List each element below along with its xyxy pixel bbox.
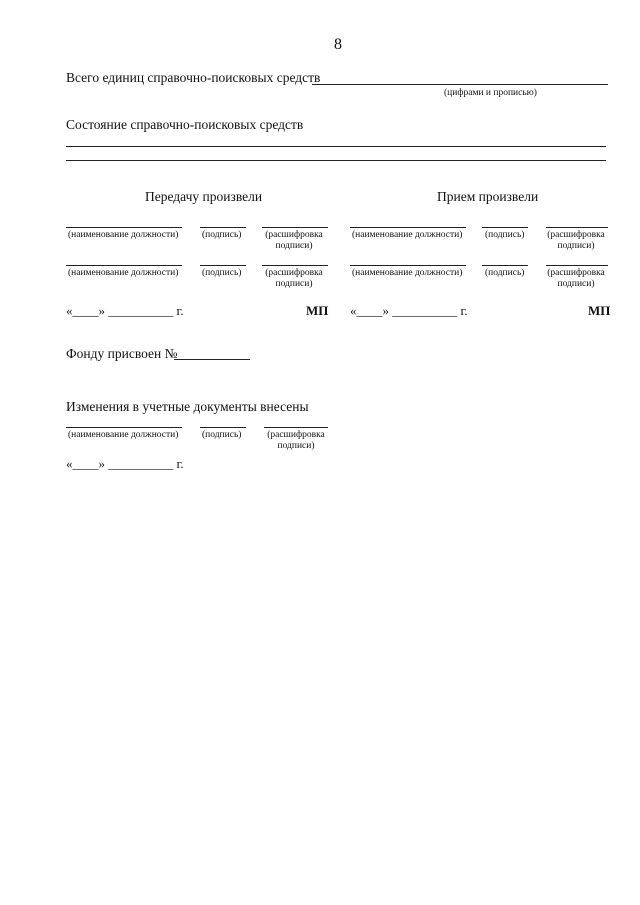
transfer-position-line-1[interactable] <box>66 227 182 228</box>
receipt-signature-line-2[interactable] <box>482 265 528 266</box>
transfer-decoding-line-1[interactable] <box>262 227 328 228</box>
total-units-label: Всего единиц справочно-поисковых средств <box>66 70 321 85</box>
receipt-position-line-2[interactable] <box>350 265 466 266</box>
receipt-date[interactable]: «____» __________ г. <box>350 303 468 318</box>
transfer-heading: Передачу произвели <box>145 189 263 204</box>
receipt-signature-caption-1: (подпись) <box>485 230 525 240</box>
state-line-2[interactable] <box>66 160 606 161</box>
changes-signature-line[interactable] <box>200 427 246 428</box>
transfer-signature-caption-1: (подпись) <box>202 230 242 240</box>
transfer-stamp: МП <box>306 303 329 318</box>
receipt-decoding-line-1[interactable] <box>546 227 608 228</box>
fund-label: Фонду присвоен № <box>66 346 178 361</box>
transfer-decoding-caption-1: (расшифровка подписи) <box>265 230 323 251</box>
receipt-position-caption-2: (наименование должности) <box>352 268 463 278</box>
state-label: Состояние справочно-поисковых средств <box>66 117 304 132</box>
receipt-position-line-1[interactable] <box>350 227 466 228</box>
transfer-position-line-2[interactable] <box>66 265 182 266</box>
receipt-decoding-caption-1: (расшифровка подписи) <box>547 230 605 251</box>
receipt-position-caption-1: (наименование должности) <box>352 230 463 240</box>
transfer-decoding-line-2[interactable] <box>262 265 328 266</box>
transfer-signature-line-2[interactable] <box>200 265 246 266</box>
transfer-position-caption-2: (наименование должности) <box>68 268 179 278</box>
changes-label: Изменения в учетные документы внесены <box>66 399 309 414</box>
changes-position-line[interactable] <box>66 427 182 428</box>
changes-decoding-caption: (расшифровка подписи) <box>267 430 325 451</box>
changes-decoding-line[interactable] <box>264 427 328 428</box>
total-units-caption: (цифрами и прописью) <box>444 88 537 98</box>
total-units-line[interactable] <box>312 84 608 85</box>
fund-number-line[interactable] <box>174 359 250 360</box>
receipt-heading: Прием произвели <box>437 189 539 204</box>
transfer-decoding-caption-2: (расшифровка подписи) <box>265 268 323 289</box>
changes-signature-caption: (подпись) <box>202 430 242 440</box>
receipt-signature-line-1[interactable] <box>482 227 528 228</box>
changes-date[interactable]: «____» __________ г. <box>66 456 184 471</box>
changes-position-caption: (наименование должности) <box>68 430 179 440</box>
page-number: 8 <box>334 36 342 53</box>
state-line-1[interactable] <box>66 146 606 147</box>
transfer-position-caption-1: (наименование должности) <box>68 230 179 240</box>
transfer-signature-line-1[interactable] <box>200 227 246 228</box>
receipt-decoding-line-2[interactable] <box>546 265 608 266</box>
transfer-date[interactable]: «____» __________ г. <box>66 303 184 318</box>
receipt-decoding-caption-2: (расшифровка подписи) <box>547 268 605 289</box>
receipt-stamp: МП <box>588 303 611 318</box>
transfer-signature-caption-2: (подпись) <box>202 268 242 278</box>
receipt-signature-caption-2: (подпись) <box>485 268 525 278</box>
